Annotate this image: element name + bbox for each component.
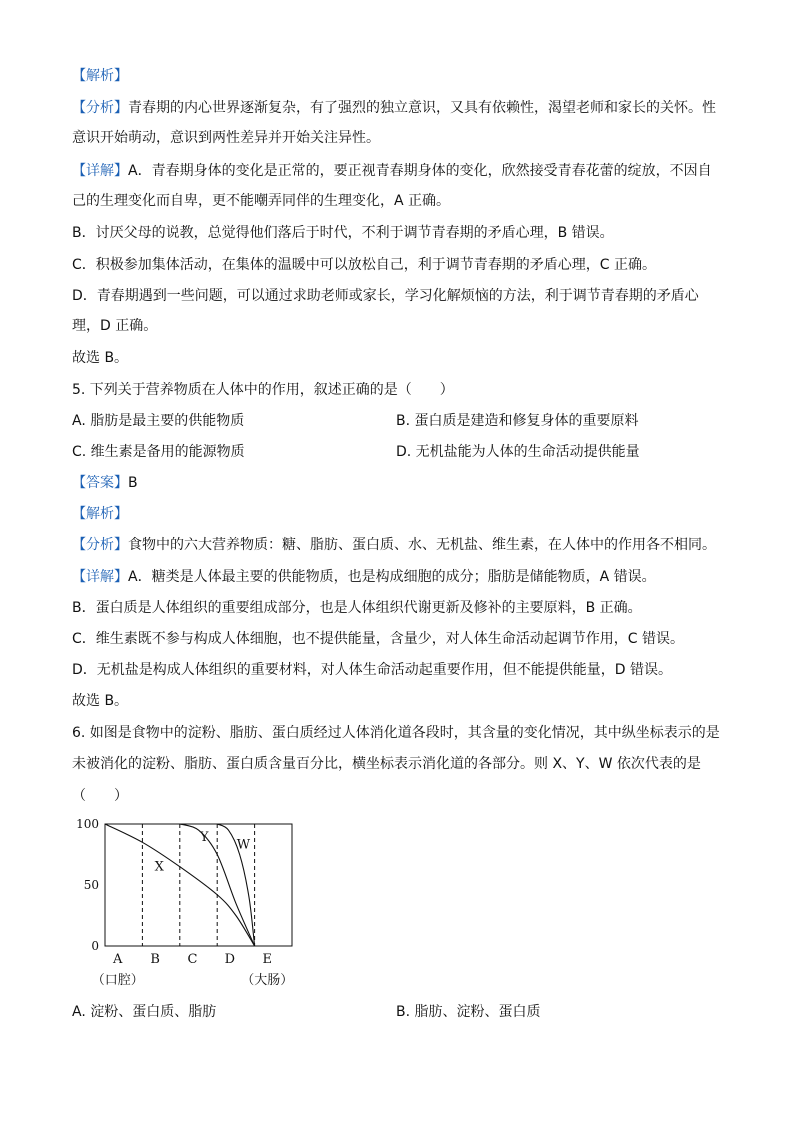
q4-line-c: C．积极参加集体活动，在集体的温暖中可以放松自己，利于调节青春期的矛盾心理，C 正确。 xyxy=(72,257,656,273)
q4-line-b: B．讨厌父母的说教，总觉得他们落后于时代，不利于调节青春期的矛盾心理，B 错误。 xyxy=(72,225,614,241)
q5-line-d: D．无机盐是构成人体组织的重要材料，对人体生命活动起重要作用，但不能提供能量，D 错误。 xyxy=(72,662,673,678)
q4-fenxi-line-1 xyxy=(72,98,716,118)
q6-question-line-2: 未被消化的淀粉、脂肪、蛋白质含量百分比，横坐标表示消化道的各部分。则 X、Y、W 依次代表的是 xyxy=(72,756,701,772)
q4-line-d-1: D．青春期遇到一些问题，可以通过求助老师或家长，学习化解烦恼的方法，利于调节青春期的矛盾心 xyxy=(72,288,699,304)
q6-option-b: B. 脂肪、淀粉、蛋白质 xyxy=(396,1004,541,1020)
q6-question-line-3: （ ） xyxy=(72,788,128,804)
q5-fenxi-tag: 【分析】 xyxy=(72,537,128,553)
series-label-x: X xyxy=(154,859,164,875)
digestion-chart xyxy=(60,810,320,990)
x-tick-label: E xyxy=(262,952,273,967)
q5-jiexi-tag: 【解析】 xyxy=(72,506,128,522)
q4-conclusion: 故选 B。 xyxy=(72,350,129,366)
q4-line-d-2: 理，D 正确。 xyxy=(72,318,158,334)
xiangjie-tag: 【详解】 xyxy=(72,163,128,179)
xiangjie-text: A．青春期身体的变化是正常的，要正视青春期身体的变化，欣然接受青春花蕾的绽放，不因自 xyxy=(128,163,712,179)
q5-line-c: C．维生素既不参与构成人体细胞，也不提供能量，含量少，对人体生命活动起调节作用，C 错误。 xyxy=(72,631,684,647)
q5-option-d: D. 无机盐能为人体的生命活动提供能量 xyxy=(396,444,640,460)
q5-xiangjie-text: A．糖类是人体最主要的供能物质，也是构成细胞的成分；脂肪是储能物质，A 错误。 xyxy=(128,569,656,585)
y-tick-label: 50 xyxy=(83,878,99,892)
fenxi-text: 青春期的内心世界逐渐复杂，有了强烈的独立意识，又具有依赖性，渴望老师和家长的关怀。性 xyxy=(128,100,716,116)
series-x-line xyxy=(105,824,255,946)
q6-option-a: A. 淀粉、蛋白质、脂肪 xyxy=(72,1004,217,1020)
x-tick-note: （大肠） xyxy=(241,973,294,988)
q5-xiangjie-line xyxy=(72,567,656,587)
q4-xiangjie-line-2: 己的生理变化而自卑，更不能嘲弄同伴的生理变化，A 正确。 xyxy=(72,193,451,209)
q5-conclusion: 故选 B。 xyxy=(72,693,129,709)
q5-answer-line xyxy=(72,473,138,493)
fenxi-tag: 【分析】 xyxy=(72,100,128,116)
y-tick-label: 0 xyxy=(91,939,99,953)
series-label-w: W xyxy=(236,837,251,853)
y-tick-label: 100 xyxy=(76,817,99,831)
x-tick-label: D xyxy=(224,952,236,967)
jiexi-tag: 【解析】 xyxy=(72,68,128,84)
q5-option-a: A. 脂肪是最主要的供能物质 xyxy=(72,413,245,429)
q5-option-b: B. 蛋白质是建造和修复身体的重要原料 xyxy=(396,413,639,429)
q5-option-c: C. 维生素是备用的能源物质 xyxy=(72,444,245,460)
plot-frame xyxy=(105,824,292,946)
q5-fenxi-text: 食物中的六大营养物质：糖、脂肪、蛋白质、水、无机盐、维生素，在人体中的作用各不相同。 xyxy=(128,537,716,553)
q5-xiangjie-tag: 【详解】 xyxy=(72,569,128,585)
q5-fenxi-line xyxy=(72,535,716,555)
answer-tag: 【答案】 xyxy=(72,475,128,491)
q4-xiangjie-line-1 xyxy=(72,161,712,181)
q6-question-line-1: 6. 如图是食物中的淀粉、脂肪、蛋白质经过人体消化道各段时，其含量的变化情况，其中纵坐标表示的是 xyxy=(72,725,720,741)
q5-question: 5. 下列关于营养物质在人体中的作用，叙述正确的是（ ） xyxy=(72,382,454,398)
x-tick-label: C xyxy=(187,952,198,967)
q4-fenxi-line-2: 意识开始萌动，意识到两性差异并开始关注异性。 xyxy=(72,130,380,146)
series-label-y: Y xyxy=(199,830,209,846)
answer-value: B xyxy=(128,475,138,491)
x-tick-note: （口腔） xyxy=(91,973,144,988)
x-tick-label: A xyxy=(113,952,123,967)
x-tick-label: B xyxy=(150,952,160,967)
q5-line-b: B．蛋白质是人体组织的重要组成部分，也是人体组织代谢更新及修补的主要原料，B 正确。 xyxy=(72,600,642,616)
